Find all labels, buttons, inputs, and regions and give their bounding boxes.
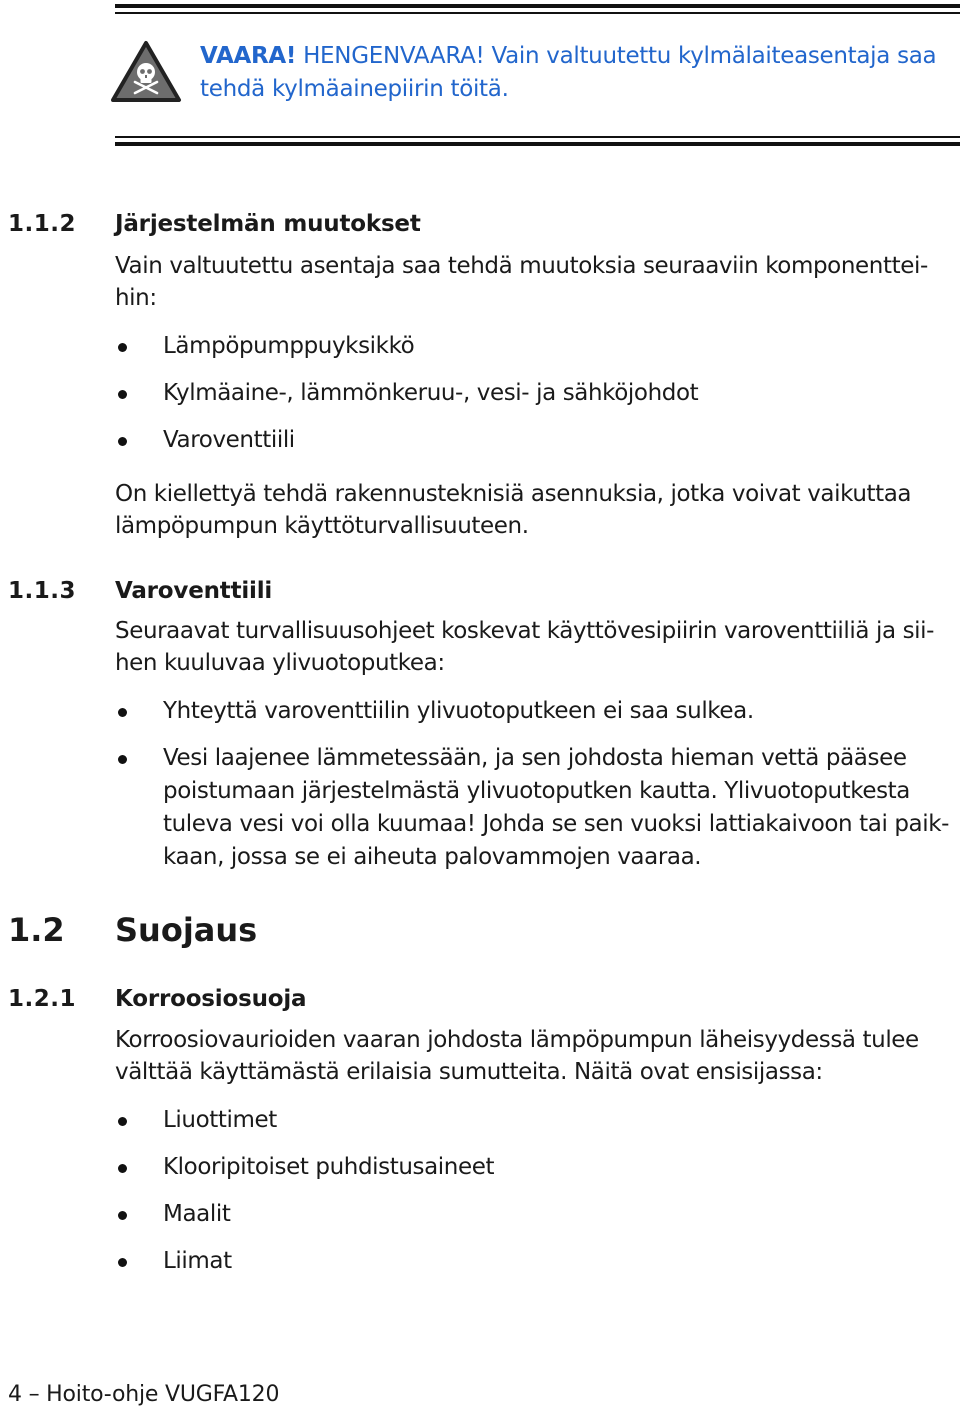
section-1-1-3-list <box>115 695 960 874</box>
list-item: Vesi laajenee lämmetessään, ja sen johdosta hieman vettä pääsee poistumaan järjestelmästä ylivuotoputken kautta. Ylivuotoputkesta tuleva vesi voi olla kuumaa! Johda se sen vuoksi lattiakaivoon tai paikkaan, jossa se ei aiheuta palovammojen vaaraa. <box>115 742 960 874</box>
section-1-1-3-intro: Seuraavat turvallisuusohjeet koskevat käyttövesipiirin varoventtiiliä ja siihen kuuluvaa ylivuotoputkea: <box>115 618 935 676</box>
section-number-1-1-2: 1.1.2 <box>8 211 76 237</box>
warning-label: VAARA! <box>200 43 297 69</box>
bullet-icon <box>118 708 127 717</box>
page-footer: 4 – Hoito-ohje VUGFA120 <box>8 1382 280 1407</box>
skull-warning-icon <box>110 40 182 104</box>
top-rule <box>115 4 960 16</box>
list-item: Liuottimet <box>115 1104 960 1137</box>
bullet-icon <box>118 390 127 399</box>
bullet-icon <box>118 1258 127 1267</box>
bullet-icon <box>118 343 127 352</box>
section-1-1-2-list <box>115 330 960 457</box>
bullet-icon <box>118 1211 127 1220</box>
list-item: Yhteyttä varoventtiilin ylivuotoputkeen ei saa sulkea. <box>115 695 960 728</box>
section-heading-1-2-1: Korroosiosuoja <box>115 986 307 1012</box>
section-number-1-1-3: 1.1.3 <box>8 578 76 604</box>
section-1-2-1-intro: Korroosiovaurioiden vaaran johdosta lämpöpumpun läheisyydessä tulee välttää käyttämästä erilaisia sumutteita. Näitä ovat ensisijassa: <box>115 1027 919 1085</box>
bullet-icon <box>118 437 127 446</box>
warning-message <box>200 40 955 106</box>
warning-bottom-rule <box>115 136 960 148</box>
list-item: Lämpöpumppuyksikkö <box>115 330 960 363</box>
bullet-icon <box>118 1164 127 1173</box>
section-heading-1-2: Suojaus <box>115 911 258 949</box>
section-number-1-2: 1.2 <box>8 911 65 949</box>
bullet-icon <box>118 1117 127 1126</box>
list-item: Maalit <box>115 1198 960 1231</box>
section-heading-1-1-3: Varoventtiili <box>115 578 273 604</box>
section-number-1-2-1: 1.2.1 <box>8 986 76 1012</box>
warning-body: HENGENVAARA! Vain valtuutettu kylmälaiteasentaja saa tehdä kylmäainepiirin töitä. <box>200 43 937 102</box>
list-item: Varoventtiili <box>115 424 960 457</box>
section-1-1-2-outro: On kiellettyä tehdä rakennusteknisiä asennuksia, jotka voivat vaikuttaa lämpöpumpun käyttöturvallisuuteen. <box>115 481 912 539</box>
section-heading-1-1-2: Järjestelmän muutokset <box>115 211 421 237</box>
list-item: Liimat <box>115 1245 960 1278</box>
section-1-2-1-list <box>115 1104 960 1278</box>
bullet-icon <box>118 755 127 764</box>
section-1-1-2-intro: Vain valtuutettu asentaja saa tehdä muutoksia seuraaviin komponentteihin: <box>115 253 929 311</box>
list-item: Kylmäaine-, lämmönkeruu-, vesi- ja sähköjohdot <box>115 377 960 410</box>
list-item: Klooripitoiset puhdistusaineet <box>115 1151 960 1184</box>
